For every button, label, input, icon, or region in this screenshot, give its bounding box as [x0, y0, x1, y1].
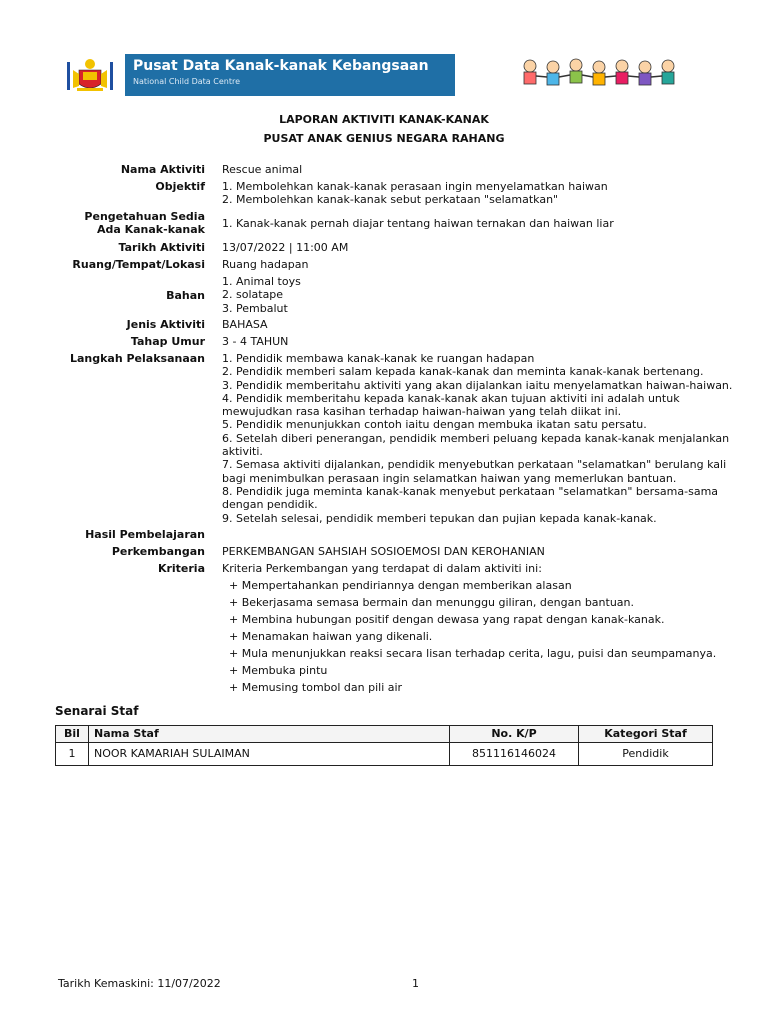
banner-subtitle: National Child Data Centre — [133, 77, 240, 86]
objective-item: 2. Membolehkan kanak-kanak sebut perkataan "selamatkan" — [222, 193, 559, 207]
banner-title: Pusat Data Kanak-kanak Kebangsaan — [133, 58, 429, 74]
footer-updated-date: Tarikh Kemaskini: 11/07/2022 — [58, 977, 221, 990]
cell-name: NOOR KAMARIAH SULAIMAN — [89, 743, 450, 766]
step-line: 7. Semasa aktiviti dijalankan, pendidik menyebutkan perkataan "selamatkan" berulang kali — [222, 458, 727, 472]
field-label: Tarikh Aktiviti — [118, 241, 205, 254]
field-value — [222, 180, 722, 207]
coat-of-arms-icon — [55, 54, 125, 96]
step-line: 8. Pendidik juga meminta kanak-kanak menyebut perkataan "selamatkan" bersama-sama — [222, 484, 719, 498]
field-value: Ruang hadapan — [222, 258, 309, 271]
field-value: PERKEMBANGAN SAHSIAH SOSIOEMOSI DAN KEROHANIAN — [222, 545, 545, 558]
field-value — [222, 352, 733, 525]
objective-item: 1. Membolehkan kanak-kanak perasaan ingin menyelamatkan haiwan — [222, 180, 608, 193]
criteria-item: + Membina hubungan positif dengan dewasa yang rapat dengan kanak-kanak. — [229, 613, 665, 626]
material-item: 2. solatape — [222, 288, 284, 302]
field-label: Nama Aktiviti — [120, 163, 205, 176]
field-value — [222, 275, 722, 315]
children-illustration-icon — [455, 54, 713, 96]
cell-ic: 851116146024 — [450, 743, 579, 766]
field-label — [84, 210, 205, 236]
field-label: Langkah Pelaksanaan — [69, 352, 205, 365]
column-header-name: Nama Staf — [89, 726, 450, 743]
field-value: 13/07/2022 | 11:00 AM — [222, 241, 349, 254]
material-item: 1. Animal toys — [222, 275, 301, 288]
field-label: Bahan — [166, 289, 205, 302]
step-line: 6. Setelah diberi penerangan, pendidik memberi peluang kepada kanak-kanak menjalankan — [222, 431, 730, 445]
step-line: bagi menimbulkan perasaan ingin selamatkan haiwan yang memerlukan bantuan. — [222, 471, 677, 485]
criteria-item: + Bekerjasama semasa bermain dan menunggu giliran, dengan bantuan. — [229, 596, 635, 609]
criteria-item: + Membuka pintu — [229, 664, 328, 677]
criteria-item: + Mempertahankan pendiriannya dengan memberikan alasan — [229, 579, 572, 592]
staff-heading: Senarai Staf — [55, 704, 139, 718]
step-line: dengan pendidik. — [222, 498, 318, 512]
step-line: 3. Pendidik memberitahu aktiviti yang akan dijalankan iaitu menyelamatkan haiwan-haiwan. — [222, 378, 733, 392]
column-header-category: Kategori Staf — [579, 726, 713, 743]
field-value: 1. Kanak-kanak pernah diajar tentang haiwan ternakan dan haiwan liar — [222, 217, 614, 230]
field-label: Ruang/Tempat/Lokasi — [72, 258, 205, 271]
criteria-item: + Memusing tombol dan pili air — [229, 681, 403, 694]
table-header-row — [56, 726, 713, 743]
field-label: Perkembangan — [111, 545, 205, 558]
step-line: aktiviti. — [222, 445, 263, 459]
cell-no: 1 — [56, 743, 89, 766]
step-line: 1. Pendidik membawa kanak-kanak ke ruangan hadapan — [222, 352, 535, 365]
field-label: Hasil Pembelajaran — [85, 528, 205, 541]
step-line: mewujudkan rasa kasihan terhadap haiwan-haiwan yang telah diikat ini. — [222, 405, 622, 419]
step-line: 9. Setelah selesai, pendidik memberi tepukan dan pujian kepada kanak-kanak. — [222, 511, 657, 525]
field-value: Rescue animal — [222, 163, 303, 176]
column-header-no: Bil — [56, 726, 89, 743]
header-banner — [55, 54, 713, 96]
step-line: 5. Pendidik menunjukkan contoh iaitu dengan membuka ikatan satu persatu. — [222, 418, 647, 432]
report-title: LAPORAN AKTIVITI KANAK-KANAK — [279, 113, 489, 126]
table-row — [56, 743, 713, 766]
page-number: 1 — [412, 977, 419, 990]
step-line: 4. Pendidik memberitahu kepada kanak-kanak akan tujuan aktiviti ini adalah untuk — [222, 391, 680, 405]
field-label-line: Pengetahuan Sedia — [84, 210, 205, 223]
field-label: Kriteria — [157, 562, 205, 575]
field-label: Jenis Aktiviti — [126, 318, 205, 331]
staff-table — [55, 725, 713, 766]
cell-category: Pendidik — [579, 743, 713, 766]
step-line: 2. Pendidik memberi salam kepada kanak-kanak dan meminta kanak-kanak bertenang. — [222, 365, 704, 379]
material-item: 3. Pembalut — [222, 301, 288, 315]
criteria-item: + Mula menunjukkan reaksi secara lisan terhadap cerita, lagu, puisi dan seumpamanya. — [229, 647, 717, 660]
criteria-item: + Menamakan haiwan yang dikenali. — [229, 630, 433, 643]
field-label: Tahap Umur — [130, 335, 205, 348]
field-value: Kriteria Perkembangan yang terdapat di dalam aktiviti ini: — [222, 562, 542, 575]
field-label-line: Ada Kanak-kanak — [96, 223, 205, 236]
column-header-ic: No. K/P — [450, 726, 579, 743]
center-name: PUSAT ANAK GENIUS NEGARA RAHANG — [263, 132, 505, 145]
field-value: 3 - 4 TAHUN — [222, 335, 289, 348]
field-value: BAHASA — [222, 318, 268, 331]
field-label: Objektif — [155, 180, 205, 193]
